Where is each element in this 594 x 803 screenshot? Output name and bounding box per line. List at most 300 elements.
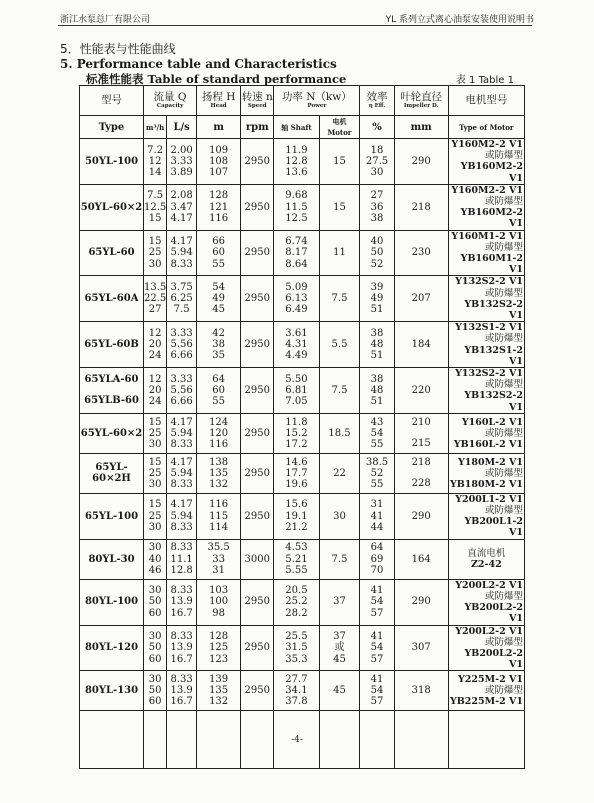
- efficiency-value: 64: [370, 542, 384, 554]
- shaft-power-value: 5.55: [285, 564, 308, 576]
- col-head: 扬程 H Head: [197, 86, 241, 116]
- unit-mm: mm: [394, 116, 448, 139]
- flow-ls-value: 4.17: [170, 456, 193, 468]
- speed-value: 2950: [244, 293, 270, 305]
- shaft-power-value: 11.5: [285, 201, 308, 213]
- shaft-power-value: 13.6: [285, 167, 308, 178]
- motor-power-value: 37: [333, 631, 346, 643]
- flow-m3h-value: 25: [148, 510, 162, 522]
- flow-m3h-value: 15: [148, 499, 162, 511]
- head-value: 116: [209, 499, 229, 511]
- head: [197, 322, 241, 368]
- impeller-diameter: [394, 139, 448, 185]
- flow-ls-value: 13.9: [170, 685, 193, 697]
- flow-m3h-value: 60: [148, 696, 162, 708]
- flow-ls: [167, 625, 197, 671]
- flow-m3h-value: 50: [148, 642, 162, 654]
- speed: [241, 230, 274, 276]
- model-name: 50YL-100: [84, 155, 139, 167]
- flow-ls: [167, 139, 197, 185]
- flow-m3h: [144, 322, 167, 368]
- head-value: 107: [209, 167, 229, 178]
- flow-ls-value: 16.7: [170, 653, 193, 665]
- motor-model-value: 或防爆型: [484, 333, 523, 345]
- model-cell: [80, 322, 144, 368]
- efficiency-value: 52: [370, 467, 384, 479]
- model-cell: [80, 276, 144, 322]
- efficiency-value: 54: [370, 427, 384, 439]
- shaft-power-value: 35.3: [285, 653, 308, 665]
- head: [197, 625, 241, 671]
- efficiency-value: 38: [370, 327, 384, 339]
- head-value: 125: [209, 642, 229, 654]
- shaft-power: [274, 276, 319, 322]
- flow-ls-value: 8.33: [170, 631, 193, 643]
- flow-ls: [167, 539, 197, 579]
- motor-power-value: 45: [333, 685, 346, 697]
- head-value: 49: [212, 293, 225, 305]
- efficiency-value: 30: [370, 167, 384, 178]
- model-name: 80YL-120: [84, 642, 139, 654]
- efficiency-value: 41: [370, 631, 384, 643]
- unit-ls: L/s: [167, 116, 197, 139]
- motor-model-value: 或防爆型: [484, 196, 523, 208]
- motor-model-value: Y160L-2 V1: [461, 416, 523, 428]
- motor-power: [319, 671, 360, 711]
- efficiency: [360, 368, 394, 414]
- efficiency-value: 57: [370, 653, 384, 665]
- efficiency-value: 38.5: [365, 456, 389, 468]
- flow-m3h-value: 12: [148, 155, 162, 167]
- speed-value: 2950: [244, 467, 270, 479]
- flow-ls-value: 12.8: [170, 564, 193, 576]
- efficiency: [360, 539, 394, 579]
- flow-ls-value: 4.17: [170, 416, 193, 428]
- table-row: [80, 413, 525, 453]
- unit-m: m: [197, 116, 241, 139]
- manual-title: YL 系列立式离心油泵安装使用说明书: [385, 15, 534, 25]
- head-value: 135: [209, 467, 229, 479]
- model-cell: [80, 539, 144, 579]
- flow-ls-value: 3.33: [170, 327, 193, 339]
- flow-ls-value: 13.9: [170, 596, 193, 608]
- flow-m3h-value: 14: [148, 167, 162, 178]
- flow-m3h-value: 20: [148, 384, 162, 396]
- efficiency: [360, 625, 394, 671]
- flow-m3h-value: 24: [148, 350, 162, 362]
- table-row: [80, 230, 525, 276]
- efficiency-value: 57: [370, 607, 384, 619]
- efficiency-value: 27: [370, 190, 384, 202]
- shaft-power-value: 6.13: [285, 293, 308, 305]
- flow-ls-value: 5.56: [170, 384, 193, 396]
- motor-model: [448, 322, 524, 368]
- motor-model-value: 或防爆型: [484, 241, 523, 253]
- flow-ls: [167, 579, 197, 625]
- unit-shaft: 轴 Shaft: [274, 116, 319, 139]
- motor-model-value: Y132S2-2 V1: [455, 368, 523, 380]
- flow-ls: [167, 453, 197, 493]
- page-header: [60, 10, 534, 26]
- flow-m3h-value: 40: [148, 553, 162, 565]
- flow-m3h-value: 30: [148, 542, 162, 554]
- flow-m3h-value: 50: [148, 596, 162, 608]
- speed-value: 2950: [244, 201, 270, 213]
- motor-model: [448, 184, 524, 230]
- impeller-value: 307: [411, 642, 431, 654]
- head-value: 42: [212, 327, 225, 339]
- flow-m3h: [144, 625, 167, 671]
- motor-model: [448, 539, 524, 579]
- motor-model-value: Y225M-2 V1: [458, 674, 523, 685]
- head-value: 55: [212, 258, 225, 270]
- speed: [241, 413, 274, 453]
- efficiency-value: 55: [370, 438, 384, 450]
- motor-model-value: YB132S2-2 V1: [464, 298, 523, 322]
- head-value: 116: [209, 438, 229, 450]
- speed-value: 3000: [244, 553, 270, 565]
- flow-ls-value: 8.33: [170, 674, 193, 685]
- flow-ls: [167, 322, 197, 368]
- impeller-value: 164: [411, 553, 431, 565]
- flow-ls-value: 5.94: [170, 247, 193, 259]
- flow-m3h-value: 15: [148, 236, 162, 248]
- motor-model-value: YB132S2-2 V1: [464, 390, 523, 413]
- flow-ls-value: 8.33: [170, 438, 193, 450]
- speed: [241, 453, 274, 493]
- head-value: 60: [212, 247, 225, 259]
- efficiency-value: 52: [370, 258, 384, 270]
- flow-ls-value: 3.75: [170, 282, 193, 294]
- unit-m3h: m³/h: [144, 116, 167, 139]
- impeller-value: 230: [411, 247, 431, 259]
- motor-model-value: 或防爆型: [484, 287, 523, 299]
- sub-motor-type: Type of Motor: [448, 116, 524, 139]
- flow-ls: [167, 184, 197, 230]
- motor-model-value: 或防爆型: [484, 467, 523, 479]
- speed-value: 2950: [244, 685, 270, 697]
- impeller-value: 215: [411, 438, 431, 450]
- table-row: [80, 453, 525, 493]
- motor-model-value: YB132S1-2 V1: [464, 344, 523, 367]
- impeller-value: 210: [411, 417, 431, 429]
- head-value: 115: [209, 510, 229, 522]
- head-value: 33: [212, 553, 225, 565]
- speed-value: 2950: [244, 427, 270, 439]
- shaft-power-value: 14.6: [285, 456, 308, 468]
- efficiency-value: 69: [370, 553, 384, 565]
- flow-m3h-value: 30: [148, 478, 162, 490]
- head: [197, 493, 241, 539]
- efficiency: [360, 184, 394, 230]
- motor-power-value: 30: [333, 510, 346, 522]
- motor-model-value: YB160M2-2 V1: [460, 161, 523, 184]
- impeller-value: 290: [411, 155, 431, 167]
- performance-table: [79, 85, 525, 769]
- flow-m3h-value: 24: [148, 396, 162, 408]
- impeller-diameter: [394, 276, 448, 322]
- motor-power-value: 22: [333, 467, 346, 479]
- head: [197, 453, 241, 493]
- model-name: 65YL-60A: [84, 293, 139, 305]
- model-cell: [80, 413, 144, 453]
- shaft-power: [274, 413, 319, 453]
- flow-m3h-value: 12.5: [144, 201, 167, 213]
- impeller-value: 290: [411, 596, 431, 608]
- head-value: 135: [209, 685, 229, 697]
- motor-power: [319, 230, 360, 276]
- flow-m3h-value: 60: [148, 607, 162, 619]
- speed: [241, 493, 274, 539]
- motor-power: [319, 139, 360, 185]
- model-cell: [80, 368, 144, 414]
- impeller-diameter: [394, 671, 448, 711]
- head-value: 35: [212, 350, 225, 362]
- efficiency-value: 41: [370, 510, 384, 522]
- shaft-power-value: 5.21: [285, 553, 308, 565]
- shaft-power-value: 8.64: [285, 258, 308, 270]
- speed: [241, 579, 274, 625]
- shaft-power: [274, 368, 319, 414]
- head: [197, 368, 241, 414]
- head-value: 55: [212, 396, 225, 408]
- speed: [241, 276, 274, 322]
- flow-m3h-value: 46: [148, 564, 162, 576]
- model-cell: [80, 453, 144, 493]
- efficiency: [360, 413, 394, 453]
- motor-power-value: 45: [333, 653, 346, 665]
- impeller-value: 318: [411, 685, 431, 697]
- head-value: 116: [209, 212, 229, 224]
- model-cell: [80, 671, 144, 711]
- shaft-power-value: 6.74: [285, 236, 308, 248]
- model-name: 65YL-60×2H: [92, 462, 131, 485]
- impeller-diameter: [394, 322, 448, 368]
- shaft-power-value: 21.2: [285, 521, 308, 533]
- model-name: 80YL-100: [84, 596, 139, 608]
- motor-model-value: 或防爆型: [484, 636, 523, 648]
- flow-m3h-value: 30: [148, 674, 162, 685]
- head-value: 98: [212, 607, 225, 619]
- efficiency-value: 18: [370, 144, 384, 156]
- motor-model-value: Y160M2-2 V1: [451, 184, 523, 196]
- head-value: 54: [212, 282, 225, 294]
- flow-m3h-value: 20: [148, 339, 162, 351]
- motor-model: [448, 671, 524, 711]
- model-cell: [80, 184, 144, 230]
- head: [197, 539, 241, 579]
- motor-model-value: Y132S2-2 V1: [455, 276, 523, 288]
- flow-m3h-value: 22.5: [144, 293, 167, 305]
- table-number: 表 1 Table 1: [455, 75, 514, 86]
- flow-ls-value: 3.47: [170, 201, 193, 213]
- table-row: [80, 139, 525, 185]
- head-value: 100: [209, 596, 229, 608]
- flow-ls: [167, 413, 197, 453]
- motor-model-value: Y200L2-2 V1: [455, 625, 523, 637]
- shaft-power-value: 34.1: [285, 685, 308, 697]
- flow-m3h-value: 30: [148, 585, 162, 597]
- efficiency: [360, 230, 394, 276]
- table-row: [80, 493, 525, 539]
- head: [197, 139, 241, 185]
- efficiency: [360, 453, 394, 493]
- page-number: -4-: [291, 735, 303, 745]
- table-row: [80, 579, 525, 625]
- head-value: 132: [209, 696, 229, 708]
- head-value: 128: [209, 631, 229, 643]
- head-value: 66: [212, 236, 225, 248]
- flow-ls-value: 8.33: [170, 258, 193, 270]
- flow-ls-value: 5.56: [170, 339, 193, 351]
- efficiency: [360, 322, 394, 368]
- shaft-power-value: 8.17: [285, 247, 308, 259]
- flow-ls-value: 8.33: [170, 478, 193, 490]
- shaft-power-value: 28.2: [285, 607, 308, 619]
- model-name: 65YL-60B: [84, 339, 139, 351]
- flow-m3h: [144, 453, 167, 493]
- flow-ls-value: 6.66: [170, 350, 193, 362]
- head-value: 109: [209, 144, 229, 156]
- flow-ls-value: 3.89: [170, 167, 193, 178]
- shaft-power-value: 17.7: [285, 467, 308, 479]
- flow-ls-value: 8.33: [170, 585, 193, 597]
- shaft-power: [274, 671, 319, 711]
- speed-value: 2950: [244, 384, 270, 396]
- efficiency-value: 57: [370, 696, 384, 708]
- shaft-power-value: 19.6: [285, 478, 308, 490]
- head-value: 31: [212, 564, 225, 576]
- table-row: [80, 539, 525, 579]
- impeller-diameter: [394, 625, 448, 671]
- efficiency-value: 54: [370, 596, 384, 608]
- efficiency-value: 70: [370, 564, 384, 576]
- motor-power: [319, 368, 360, 414]
- efficiency: [360, 671, 394, 711]
- motor-model: [448, 276, 524, 322]
- motor-model: [448, 453, 524, 493]
- shaft-power-value: 27.7: [285, 674, 308, 685]
- impeller-value: 290: [411, 510, 431, 522]
- shaft-power-value: 11.9: [285, 144, 308, 156]
- speed-value: 2950: [244, 642, 270, 654]
- impeller-diameter: [394, 493, 448, 539]
- head-value: 35.5: [207, 542, 230, 554]
- motor-power-value: 15: [333, 155, 346, 167]
- motor-power: [319, 539, 360, 579]
- efficiency-value: 36: [370, 201, 384, 213]
- head: [197, 184, 241, 230]
- motor-model: [448, 368, 524, 414]
- col-power: 功率 N（kw） Power: [274, 86, 360, 116]
- efficiency: [360, 579, 394, 625]
- head-value: 121: [209, 201, 229, 213]
- efficiency-value: 50: [370, 247, 384, 259]
- unit-rpm: rpm: [241, 116, 274, 139]
- flow-m3h-value: 12: [148, 373, 162, 385]
- motor-model: [448, 625, 524, 671]
- col-motor-model: 电机型号: [448, 86, 524, 116]
- motor-power-value: 37: [333, 596, 346, 608]
- motor-model: [448, 413, 524, 453]
- efficiency-value: 54: [370, 642, 384, 654]
- motor-model-value: Y160M2-2 V1: [451, 139, 523, 150]
- flow-ls: [167, 493, 197, 539]
- efficiency-value: 41: [370, 674, 384, 685]
- shaft-power: [274, 625, 319, 671]
- head-value: 128: [209, 190, 229, 202]
- flow-ls-value: 8.33: [170, 521, 193, 533]
- efficiency-value: 38: [370, 373, 384, 385]
- head-value: 138: [209, 456, 229, 468]
- impeller-diameter: [394, 579, 448, 625]
- head-value: 139: [209, 674, 229, 685]
- shaft-power: [274, 322, 319, 368]
- shaft-power-value: 4.53: [285, 542, 308, 554]
- head-value: 124: [209, 416, 229, 428]
- model-cell: [80, 579, 144, 625]
- flow-ls: [167, 671, 197, 711]
- unit-percent: %: [360, 116, 394, 139]
- shaft-power-value: 6.81: [285, 384, 308, 396]
- table-row: [80, 184, 525, 230]
- impeller-value: 228: [411, 478, 431, 490]
- head-value: 123: [209, 653, 229, 665]
- motor-power: [319, 493, 360, 539]
- motor-power-value: 18.5: [328, 427, 351, 439]
- impeller-diameter: [394, 413, 448, 453]
- flow-m3h-value: 13.5: [144, 282, 167, 294]
- motor-power: [319, 184, 360, 230]
- flow-m3h-value: 30: [148, 438, 162, 450]
- head: [197, 276, 241, 322]
- impeller-value: 220: [411, 384, 431, 396]
- flow-ls-value: 5.94: [170, 427, 193, 439]
- table-body: [80, 139, 525, 711]
- motor-model-value: YB180M-2 V1: [450, 478, 523, 490]
- efficiency-value: 48: [370, 339, 384, 351]
- col-eff: 效率 η Eff.: [360, 86, 394, 116]
- speed-value: 2950: [244, 155, 270, 167]
- impeller-value: 184: [411, 339, 431, 351]
- flow-m3h: [144, 139, 167, 185]
- table-row: [80, 322, 525, 368]
- flow-ls-value: 16.7: [170, 696, 193, 708]
- flow-ls-value: 8.33: [170, 542, 193, 554]
- motor-model-value: 直流电机: [467, 547, 506, 559]
- flow-ls-value: 6.66: [170, 396, 193, 408]
- motor-model-value: YB160L-2 V1: [453, 438, 523, 450]
- flow-m3h-value: 12: [148, 327, 162, 339]
- shaft-power-value: 25.2: [285, 596, 308, 608]
- flow-ls-value: 4.17: [170, 236, 193, 248]
- flow-m3h-value: 30: [148, 258, 162, 270]
- header-row-1: [80, 86, 525, 116]
- flow-m3h: [144, 230, 167, 276]
- flow-m3h-value: 15: [148, 416, 162, 428]
- shaft-power-value: 17.2: [285, 438, 308, 450]
- flow-ls-value: 5.94: [170, 510, 193, 522]
- motor-model-value: 或防爆型: [484, 427, 523, 439]
- impeller-value: 218: [411, 201, 431, 213]
- shaft-power-value: 7.05: [285, 396, 308, 408]
- shaft-power-value: 5.50: [285, 373, 308, 385]
- speed-value: 2950: [244, 339, 270, 351]
- motor-model-value: Y132S1-2 V1: [455, 322, 523, 334]
- shaft-power: [274, 230, 319, 276]
- shaft-power-value: 5.09: [285, 282, 308, 294]
- speed: [241, 368, 274, 414]
